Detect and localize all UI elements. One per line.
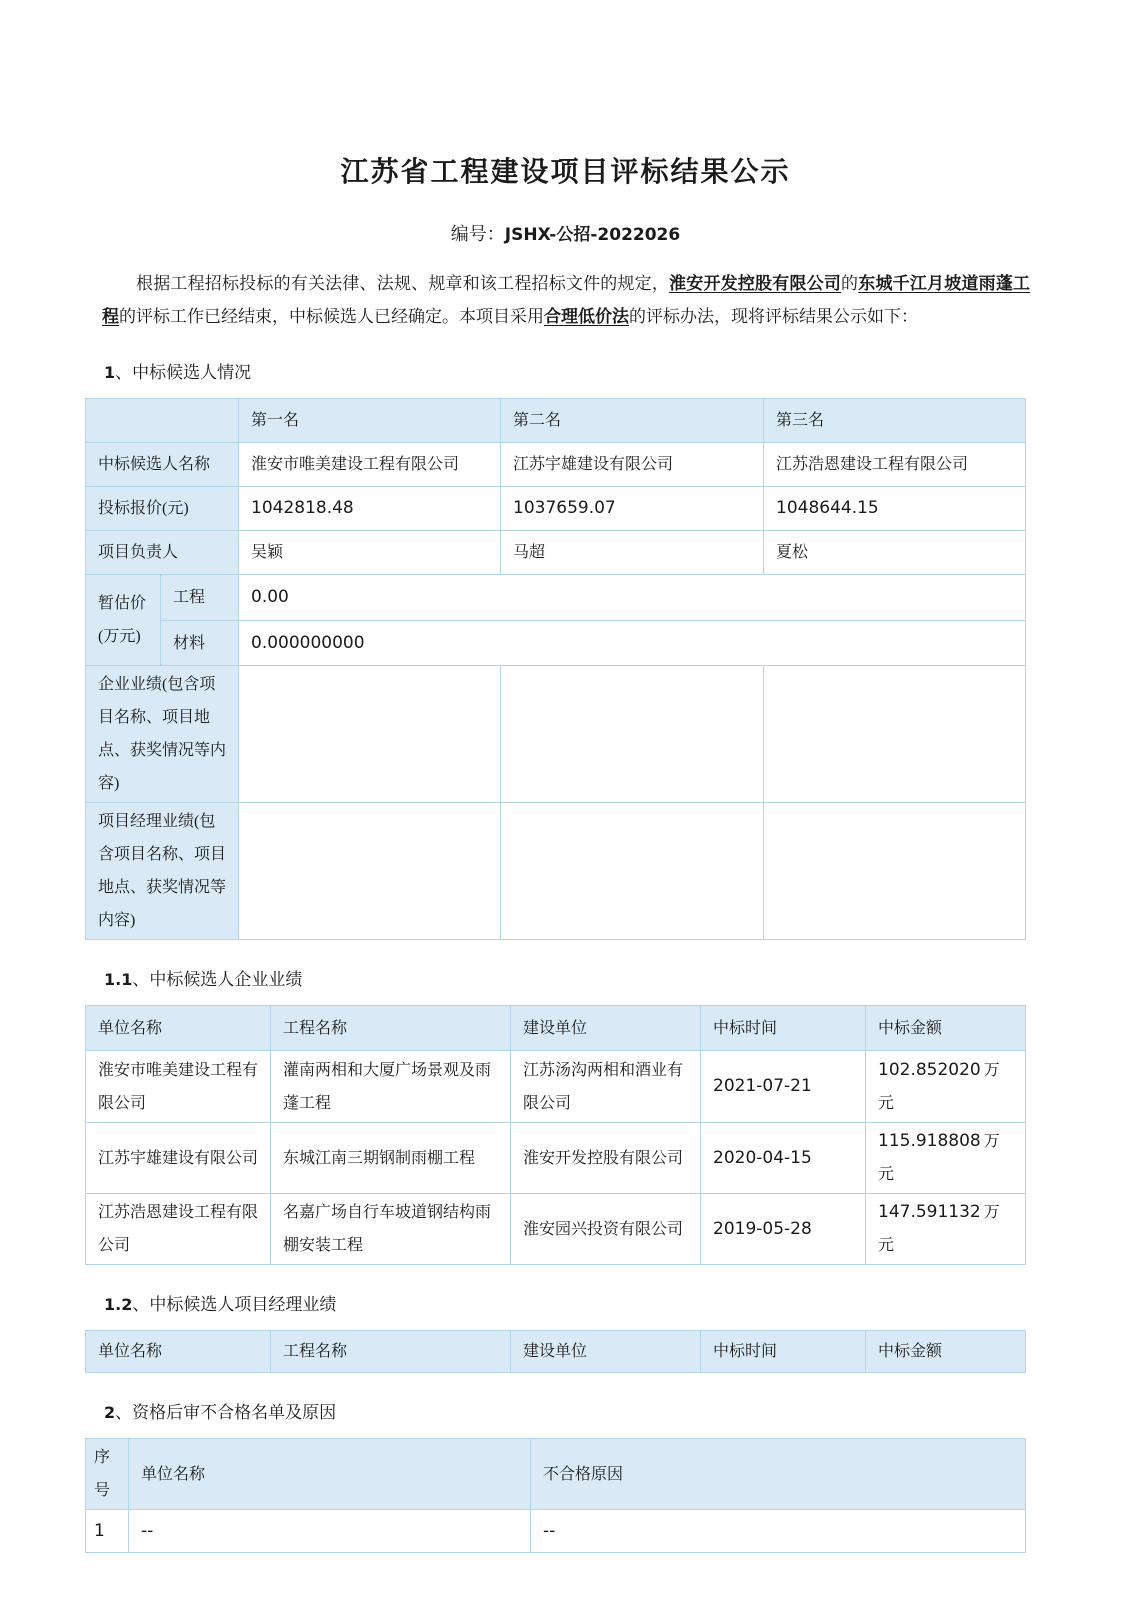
- bid-price-label: 投标报价(元): [86, 487, 239, 531]
- rank-2-header: 第二名: [501, 399, 764, 443]
- perf-amount-1: [866, 1051, 1026, 1123]
- engineering-label: 工程: [161, 575, 239, 621]
- provisional-price-label-line2: (万元): [98, 628, 141, 645]
- rank-3-header: 第三名: [764, 399, 1026, 443]
- project-manager-1: 吴颖: [239, 531, 501, 575]
- material-label: 材料: [161, 621, 239, 666]
- doc-number-line: [0, 220, 1131, 246]
- page-title: 江苏省工程建设项目评标结果公示: [340, 157, 791, 188]
- company-perf-row-3: [86, 1194, 1026, 1265]
- company-perf-header-company: 单位名称: [86, 1006, 271, 1051]
- project-manager-2: 马超: [501, 531, 764, 575]
- section-1-sep: 、: [115, 363, 133, 382]
- bid-price-row: [86, 487, 1026, 531]
- perf-amount-2: [866, 1123, 1026, 1194]
- engineering-value: 0.00: [239, 575, 1026, 621]
- manager-performance-label: 项目经理业绩(包含项目名称、项目地点、获奖情况等内容): [86, 803, 239, 940]
- company-perf-header-amount: 中标金额: [866, 1006, 1026, 1051]
- company-perf-row-2: [86, 1123, 1026, 1194]
- provisional-price-label-line1: 暂估价: [98, 595, 147, 612]
- perf-amount-3: [866, 1194, 1026, 1265]
- project-name: 东城千江月坡道雨蓬工程: [102, 274, 1031, 326]
- section-1-heading: [104, 358, 1131, 383]
- intro-part3: 的评标办法，现将评标结果公示如下：: [629, 307, 918, 326]
- section-2-heading: [104, 1398, 1131, 1423]
- provisional-engineering-row: [86, 575, 1026, 621]
- disqualified-company-1: --: [129, 1510, 531, 1553]
- section-2-number: 2: [104, 1403, 116, 1422]
- perf-company-1: 淮安市唯美建设工程有限公司: [86, 1051, 271, 1123]
- bid-price-1: 1042818.48: [239, 487, 501, 531]
- company-performance-3: [764, 666, 1026, 803]
- intro-paragraph: [102, 267, 1030, 333]
- disqualified-header-index: 序号: [86, 1439, 129, 1510]
- bid-price-2: 1037659.07: [501, 487, 764, 531]
- manager-performance-row: [86, 803, 1026, 940]
- candidate-name-label: 中标候选人名称: [86, 443, 239, 487]
- provisional-price-label: [86, 575, 161, 666]
- perf-date-3: 2019-05-28: [701, 1194, 866, 1265]
- section-2-sep: 、: [115, 1403, 133, 1422]
- rank-1-header: 第一名: [239, 399, 501, 443]
- perf-builder-1: 江苏汤沟两相和酒业有限公司: [511, 1051, 701, 1123]
- project-manager-3: 夏松: [764, 531, 1026, 575]
- perf-amount-unit-2: 万元: [878, 1133, 1000, 1183]
- project-manager-label: 项目负责人: [86, 531, 239, 575]
- material-value: 0.000000000: [239, 621, 1026, 666]
- company-perf-header-row: [86, 1006, 1026, 1051]
- perf-date-1: 2021-07-21: [701, 1051, 866, 1123]
- candidate-name-row: [86, 443, 1026, 487]
- corner-cell: [86, 399, 239, 443]
- disqualified-header-company: 单位名称: [129, 1439, 531, 1510]
- perf-company-3: 江苏浩恩建设工程有限公司: [86, 1194, 271, 1265]
- disqualified-header-row: [86, 1439, 1026, 1510]
- perf-amount-unit-1: 万元: [878, 1061, 1000, 1112]
- perf-amount-value-2: 115.918808: [878, 1131, 981, 1151]
- section-1-2-title: 中标候选人项目经理业绩: [149, 1295, 337, 1314]
- perf-company-2: 江苏宇雄建设有限公司: [86, 1123, 271, 1194]
- section-1-1-title: 中标候选人企业业绩: [149, 970, 303, 989]
- perf-project-3: 名嘉广场自行车坡道钢结构雨棚安装工程: [271, 1194, 511, 1265]
- doc-number-value: JSHX-公招-2022026: [504, 225, 681, 245]
- company-performance-label: 企业业绩(包含项目名称、项目地点、获奖情况等内容): [86, 666, 239, 803]
- manager-perf-header-row: [86, 1331, 1026, 1373]
- section-1-2-number: 1.2: [104, 1295, 133, 1314]
- section-1-1-number: 1.1: [104, 970, 133, 989]
- doc-number-label: 编号：: [450, 224, 505, 244]
- section-1-2-heading: [104, 1290, 1131, 1315]
- intro-part2: 的评标工作已经结束，中标候选人已经确定。本项目采用: [119, 307, 544, 326]
- candidate-name-1: 淮安市唯美建设工程有限公司: [239, 443, 501, 487]
- company-perf-header-builder: 建设单位: [511, 1006, 701, 1051]
- perf-date-2: 2020-04-15: [701, 1123, 866, 1194]
- manager-performance-1: [239, 803, 501, 940]
- intro-conj1: 的: [841, 274, 859, 293]
- candidates-table: [85, 398, 1026, 940]
- manager-perf-header-builder: 建设单位: [511, 1331, 701, 1373]
- manager-perf-header-date: 中标时间: [701, 1331, 866, 1373]
- perf-builder-3: 淮安园兴投资有限公司: [511, 1194, 701, 1265]
- project-manager-row: [86, 531, 1026, 575]
- perf-project-2: 东城江南三期钢制雨棚工程: [271, 1123, 511, 1194]
- manager-perf-header-company: 单位名称: [86, 1331, 271, 1373]
- company-perf-row-1: [86, 1051, 1026, 1123]
- manager-perf-header-project: 工程名称: [271, 1331, 511, 1373]
- perf-builder-2: 淮安开发控股有限公司: [511, 1123, 701, 1194]
- section-1-number: 1: [104, 363, 116, 382]
- disqualified-index-1: 1: [86, 1510, 129, 1553]
- tenderer-name: 淮安开发控股有限公司: [669, 274, 842, 293]
- candidates-rank-header-row: [86, 399, 1026, 443]
- disqualified-table: [85, 1438, 1026, 1553]
- section-1-1-heading: [104, 965, 1131, 990]
- candidate-name-2: 江苏宇雄建设有限公司: [501, 443, 764, 487]
- company-perf-header-project: 工程名称: [271, 1006, 511, 1051]
- disqualified-reason-1: --: [531, 1510, 1026, 1553]
- manager-performance-3: [764, 803, 1026, 940]
- company-performance-1: [239, 666, 501, 803]
- perf-amount-unit-3: 万元: [878, 1204, 1000, 1254]
- company-performance-2: [501, 666, 764, 803]
- candidate-name-3: 江苏浩恩建设工程有限公司: [764, 443, 1026, 487]
- section-1-1-sep: 、: [132, 970, 150, 989]
- perf-amount-value-1: 102.852020: [878, 1059, 981, 1080]
- disqualified-row-1: [86, 1510, 1026, 1553]
- company-perf-header-date: 中标时间: [701, 1006, 866, 1051]
- section-2-title: 资格后审不合格名单及原因: [132, 1403, 337, 1422]
- perf-project-1: 灌南两相和大厦广场景观及雨蓬工程: [271, 1051, 511, 1123]
- intro-part1: 根据工程招标投标的有关法律、法规、规章和该工程招标文件的规定，: [136, 274, 670, 293]
- section-1-title: 中标候选人情况: [132, 363, 252, 382]
- manager-performance-2: [501, 803, 764, 940]
- disqualified-header-reason: 不合格原因: [531, 1439, 1026, 1510]
- evaluation-method: 合理低价法: [544, 307, 629, 326]
- company-performance-table: [85, 1005, 1026, 1265]
- section-1-2-sep: 、: [132, 1295, 150, 1314]
- perf-amount-value-3: 147.591132: [878, 1202, 981, 1222]
- manager-perf-header-amount: 中标金额: [866, 1331, 1026, 1373]
- company-performance-row: [86, 666, 1026, 803]
- provisional-material-row: [86, 621, 1026, 666]
- bid-price-3: 1048644.15: [764, 487, 1026, 531]
- manager-performance-table: [85, 1330, 1026, 1373]
